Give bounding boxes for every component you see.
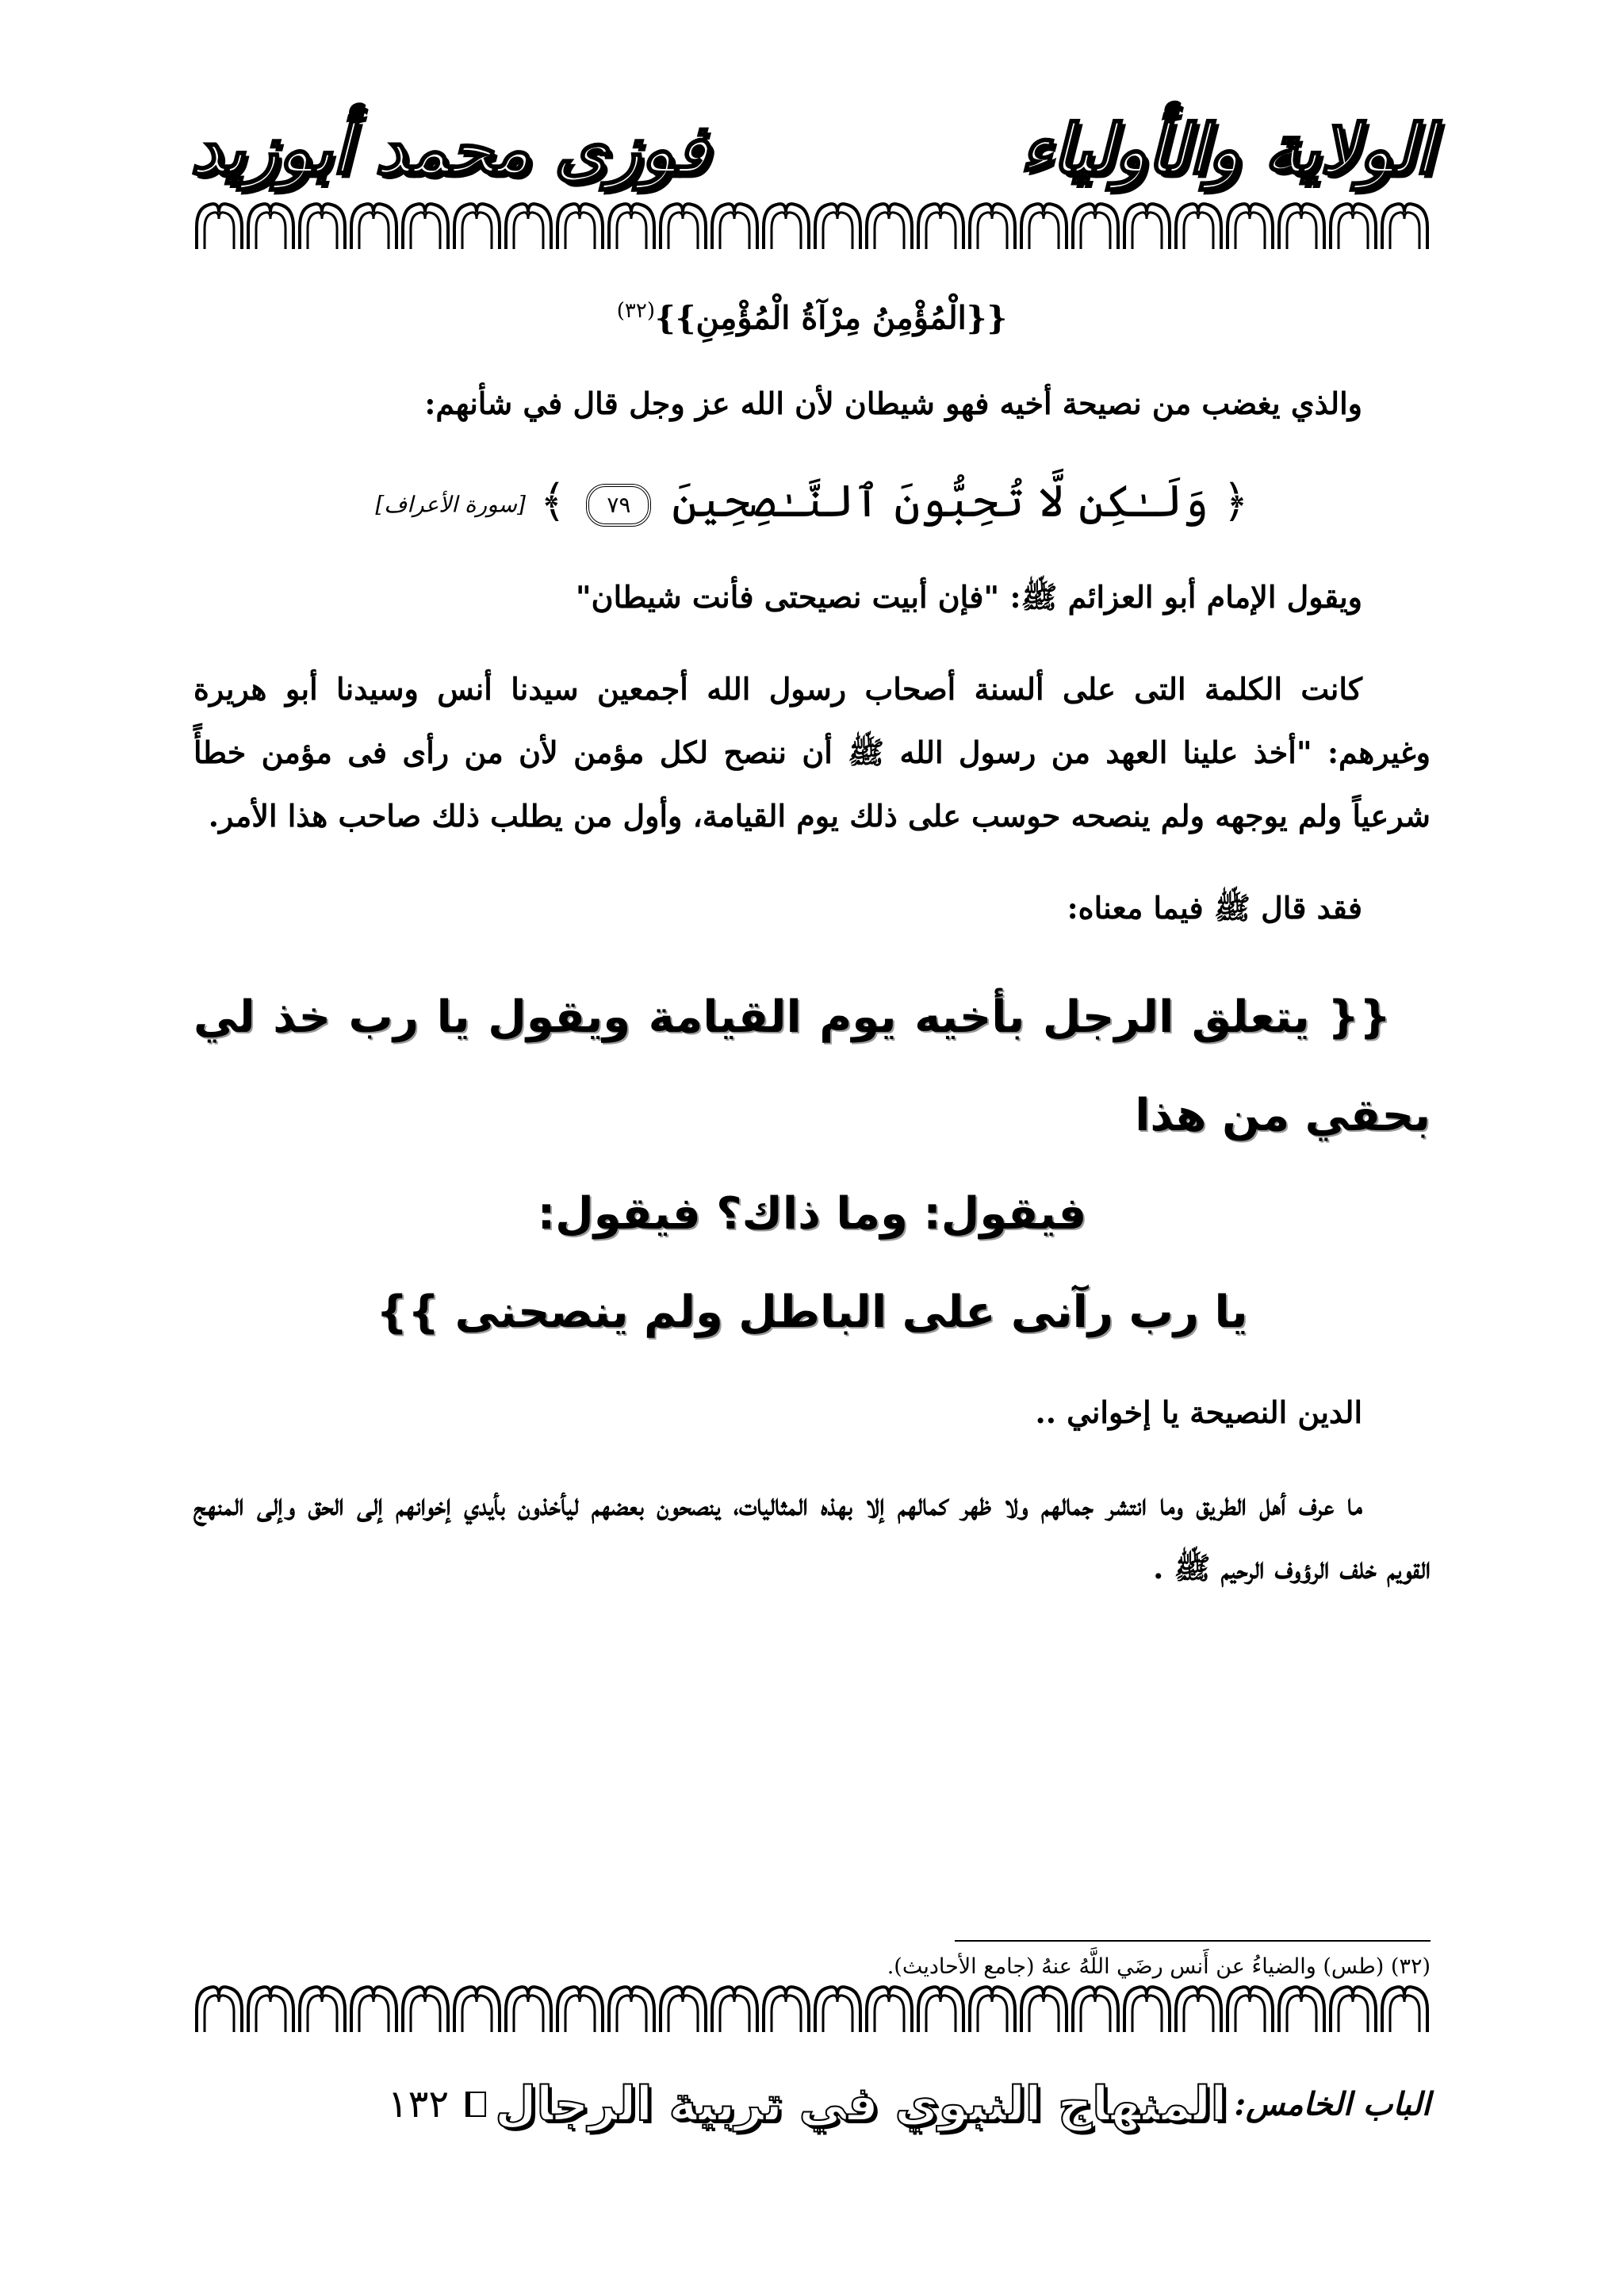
running-header [190,94,1434,197]
section-mark-icon [465,2092,486,2117]
page-number: ١٣٢ [387,2082,450,2126]
author-name: فوزى محمد أبوزيد [190,109,709,190]
verse-number-medallion: ٧٩ [586,484,651,527]
paragraph-2: ويقول الإمام أبو العزائم ﷺ: "فإن أبيت نصيحتى فأنت شيطان" [575,578,1362,615]
hadith-heading [193,279,1431,350]
hadith-heading-text: {{الْمُؤْمِنُ مِرْآةُ الْمُؤْمِنِ}} [655,299,1008,337]
paragraph-6: ما عرف أهل الطريق وما انتشر جمالهم ولا ظهر كمالهم إلا بهذه المثاليات، ينصحون بعضهم ليأخذون بأيدي إخوانهم إلى الحق وإلى المنهج القويم خلف الرؤوف الرحيم ﷺ . [193,1486,1431,1586]
hadith-line-2: فيقول: وما ذاك؟ فيقول: [537,1187,1087,1240]
surah-reference: [سورة الأعراف] [375,491,526,518]
page-footer [193,2076,1431,2156]
footnote-reference: (٣٢) [616,299,655,323]
footnote-separator [955,1940,1431,1942]
arch-ornament-bottom-svg [193,1980,1431,2035]
chapter-label: الباب الخامس: [1234,2085,1431,2123]
hadith-line-3: يا رب رآنى على الباطل ولم ينصحنى }} [376,1286,1248,1338]
arch-ornament-border-bottom [193,1980,1431,2035]
paragraph-5: الدين النصيحة يا إخواني .. [1035,1394,1362,1430]
page-content [193,279,1431,1628]
chapter-title: المنهاج النبوي في تربية الرجال [495,2076,1228,2132]
paragraph-1: والذي يغضب من نصيحة أخيه فهو شيطان لأن الله عز وجل قال في شأنهم: [424,385,1362,422]
paragraph-3: كانت الكلمة التى على ألسنة أصحاب رسول الله أجمعين سيدنا أنس وسيدنا أبو هريرة وغيرهم: "أخذ علينا العهد من رسول الله ﷺ أن ننصح لكل مؤمن لأن من رأى فى مؤمن خطأً شرعياً ولم يوجهه ولم ينصحه حوسب على ذلك يوم القيامة، وأول من يطلب ذلك صاحب هذا الأمر. [193,670,1431,834]
arch-ornament-top-svg [193,197,1431,252]
arch-ornament-border-top [193,197,1431,252]
quran-verse-text: ﴿ وَلَـٰكِن لَّا تُحِبُّونَ ٱلنَّـٰصِحِينَ [672,476,1249,528]
footnote: (٣٢) (طس) والضياءُ عن أَنس رضَي اللَّهُ عنهُ (جامع الأحاديث). [887,1954,1431,1979]
paragraph-4: فقد قال ﷺ فيما معناه: [1067,889,1362,926]
quran-close-bracket: ﴾ [539,476,566,528]
hadith-line-1: {{ يتعلق الرجل بأخيه يوم القيامة ويقول يا رب خذ لي بحقي من هذا [193,991,1431,1141]
quran-verse [193,464,1431,543]
book-title: الولاية والأولياء [1020,109,1434,190]
